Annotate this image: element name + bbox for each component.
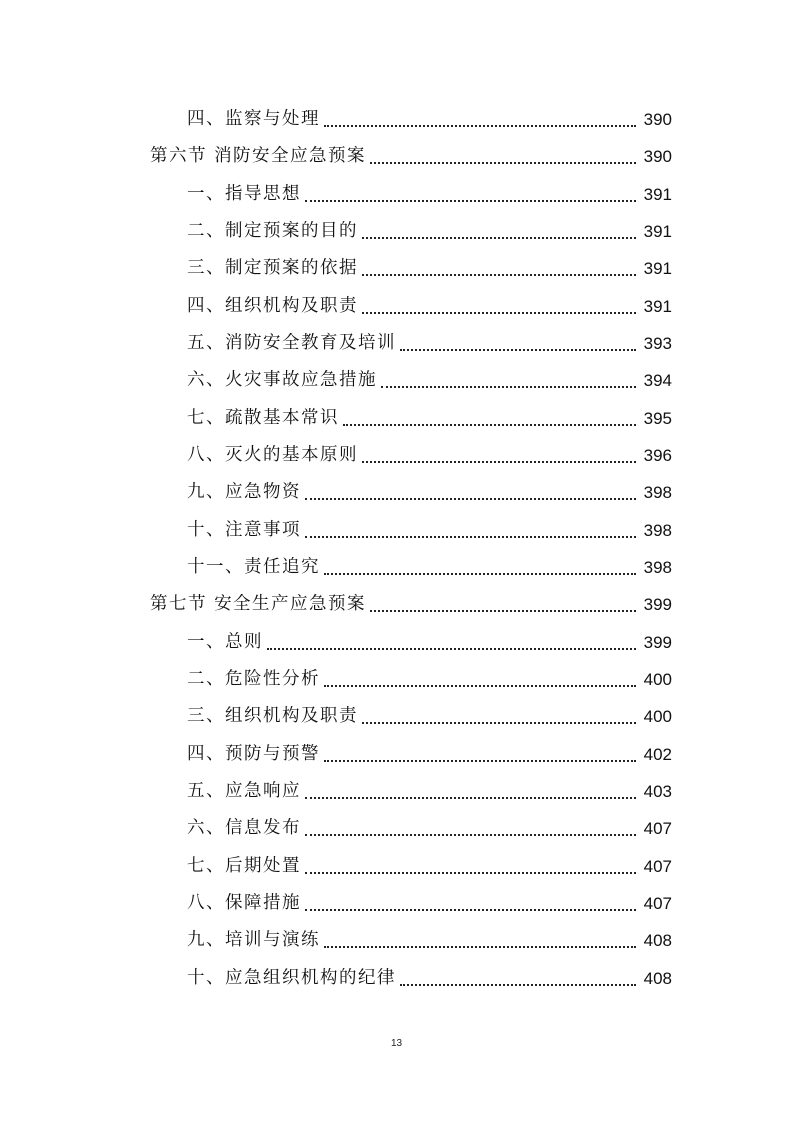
toc-entry-page-number: 399 xyxy=(643,595,672,615)
toc-dot-leader xyxy=(370,161,636,164)
toc-entry[interactable] xyxy=(0,810,793,847)
toc-entry-page-number: 402 xyxy=(643,744,672,764)
toc-entry-page-number: 407 xyxy=(643,819,672,839)
toc-entry-label: 四、组织机构及职责 xyxy=(187,295,358,316)
toc-entry-label: 一、指导思想 xyxy=(187,183,301,204)
toc-entry[interactable] xyxy=(0,922,793,959)
toc-entry-page-number: 400 xyxy=(643,707,672,727)
toc-dot-leader xyxy=(305,833,636,836)
toc-entry-label: 十、注意事项 xyxy=(187,519,301,540)
toc-entry-label: 五、消防安全教育及培训 xyxy=(187,332,396,353)
toc-dot-leader xyxy=(324,572,636,575)
toc-entry[interactable] xyxy=(0,288,793,325)
toc-entry[interactable] xyxy=(0,736,793,773)
toc-entry[interactable] xyxy=(0,549,793,586)
toc-dot-leader xyxy=(381,385,636,388)
toc-dot-leader xyxy=(370,609,636,612)
toc-entry-label: 二、制定预案的目的 xyxy=(187,220,358,241)
toc-entry[interactable] xyxy=(0,176,793,213)
toc-dot-leader xyxy=(362,236,636,239)
toc-entry-label: 四、预防与预警 xyxy=(187,743,320,764)
toc-entry-page-number: 398 xyxy=(643,557,672,577)
toc-entry[interactable] xyxy=(0,512,793,549)
toc-entry-page-number: 390 xyxy=(643,147,672,167)
toc-entry-label: 三、制定预案的依据 xyxy=(187,258,358,279)
toc-entry[interactable] xyxy=(0,362,793,399)
toc-entry[interactable] xyxy=(0,624,793,661)
toc-entry[interactable] xyxy=(0,773,793,810)
toc-dot-leader xyxy=(362,721,636,724)
toc-entry-label: 一、总则 xyxy=(187,631,263,652)
toc-entry-page-number: 396 xyxy=(643,445,672,465)
toc-entry-label: 第六节 消防安全应急预案 xyxy=(150,146,367,167)
toc-dot-leader xyxy=(305,497,636,500)
toc-section-entry[interactable] xyxy=(0,586,793,623)
toc-dot-leader xyxy=(324,124,636,127)
toc-entry-page-number: 398 xyxy=(643,520,672,540)
toc-entry-page-number: 399 xyxy=(643,632,672,652)
toc-entry-page-number: 403 xyxy=(643,781,672,801)
toc-entry-page-number: 407 xyxy=(643,893,672,913)
toc-entry-label: 四、监察与处理 xyxy=(187,109,320,129)
toc-dot-leader xyxy=(305,871,636,874)
toc-entry-label: 七、疏散基本常识 xyxy=(187,407,339,428)
toc-dot-leader xyxy=(362,311,636,314)
toc-entry-page-number: 395 xyxy=(643,408,672,428)
toc-entry-page-number: 390 xyxy=(643,110,672,129)
toc-entry-page-number: 407 xyxy=(643,856,672,876)
toc-dot-leader xyxy=(324,684,636,687)
toc-entry[interactable] xyxy=(0,101,793,138)
toc-entry-label: 五、应急响应 xyxy=(187,780,301,801)
page-number: 13 xyxy=(390,1038,403,1049)
toc-dot-leader xyxy=(305,535,636,538)
toc-dot-leader xyxy=(305,796,636,799)
toc-entry[interactable] xyxy=(0,325,793,362)
toc-dot-leader xyxy=(324,945,636,948)
toc-entry-page-number: 391 xyxy=(643,221,672,241)
toc-entry-label: 六、信息发布 xyxy=(187,818,301,839)
toc-entry-page-number: 391 xyxy=(643,296,672,316)
toc-entry-page-number: 400 xyxy=(643,669,672,689)
toc-dot-leader xyxy=(267,647,636,650)
toc-entry-page-number: 393 xyxy=(643,333,672,353)
toc-dot-leader xyxy=(343,423,636,426)
toc-entry-label: 十一、责任追究 xyxy=(187,556,320,577)
toc-dot-leader xyxy=(305,908,636,911)
toc-entry-page-number: 391 xyxy=(643,259,672,279)
toc-entry-label: 二、危险性分析 xyxy=(187,668,320,689)
toc-entry-page-number: 398 xyxy=(643,483,672,503)
toc-entry[interactable] xyxy=(0,437,793,474)
toc-entry[interactable] xyxy=(0,698,793,735)
toc-dot-leader xyxy=(400,983,636,986)
toc-entry[interactable] xyxy=(0,250,793,287)
table-of-contents xyxy=(0,101,793,997)
toc-dot-leader xyxy=(362,460,636,463)
toc-dot-leader xyxy=(362,273,636,276)
toc-entry[interactable] xyxy=(0,848,793,885)
toc-entry[interactable] xyxy=(0,400,793,437)
toc-entry-page-number: 394 xyxy=(643,371,672,391)
toc-entry-label: 八、灭火的基本原则 xyxy=(187,444,358,465)
toc-entry-label: 十、应急组织机构的纪律 xyxy=(187,967,396,988)
toc-entry-label: 第七节 安全生产应急预案 xyxy=(150,594,367,615)
toc-entry[interactable] xyxy=(0,213,793,250)
toc-entry-label: 九、培训与演练 xyxy=(187,930,320,951)
toc-entry-page-number: 391 xyxy=(643,184,672,204)
toc-entry-label: 九、应急物资 xyxy=(187,482,301,503)
toc-entry[interactable] xyxy=(0,474,793,511)
toc-dot-leader xyxy=(305,199,636,202)
toc-section-entry[interactable] xyxy=(0,138,793,175)
toc-entry[interactable] xyxy=(0,661,793,698)
toc-entry[interactable] xyxy=(0,960,793,997)
toc-entry[interactable] xyxy=(0,885,793,922)
toc-entry-label: 七、后期处置 xyxy=(187,855,301,876)
toc-dot-leader xyxy=(324,759,636,762)
toc-entry-page-number: 408 xyxy=(643,931,672,951)
toc-entry-label: 三、组织机构及职责 xyxy=(187,706,358,727)
toc-entry-page-number: 408 xyxy=(643,968,672,988)
toc-entry-label: 六、火灾事故应急措施 xyxy=(187,370,377,391)
toc-entry-label: 八、保障措施 xyxy=(187,892,301,913)
toc-dot-leader xyxy=(400,348,636,351)
